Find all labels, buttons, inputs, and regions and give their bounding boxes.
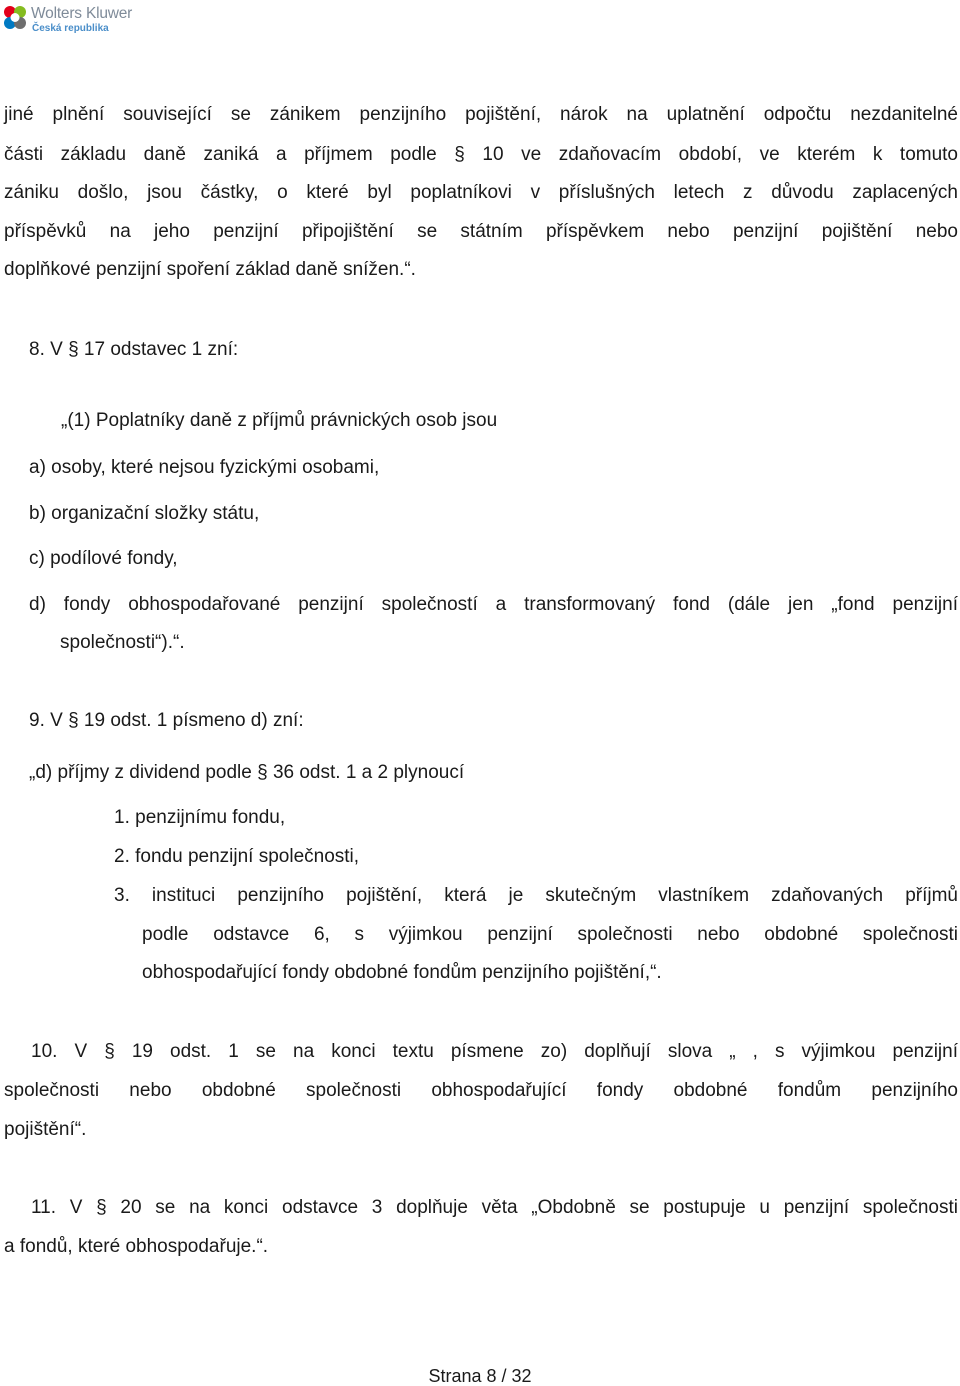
brand-name: Wolters Kluwer [31,5,133,22]
item8-point-b: b) organizační složky státu, [29,503,260,524]
paragraph1-line-3: zániku došlo, jsou částky, o které byl poplatníkovi v příslušných letech z důvodu zaplacených [4,182,958,203]
item9-intro: „d) příjmy z dividend podle § 36 odst. 1 a 2 plynoucí [29,762,465,783]
publisher-logo [2,2,152,36]
item8-point-d-line-2: společnosti“).“. [60,632,185,653]
item10-line-1: 10. V § 19 odst. 1 se na konci textu písmene zo) doplňují slova „ , s výjimkou penzijní [31,1041,958,1062]
item9-heading: 9. V § 19 odst. 1 písmeno d) zní: [29,710,304,731]
item9-list-2: 2. fondu penzijní společnosti, [114,846,360,867]
item10-line-3: pojištění“. [4,1119,87,1140]
page-number: Strana 8 / 32 [428,1366,532,1386]
paragraph1-line-4: příspěvků na jeho penzijní připojištění se státním příspěvkem nebo penzijní pojištění nebo [4,221,958,242]
item8-point-c: c) podílové fondy, [29,548,178,569]
item9-list-3-line-3: obhospodařující fondy obdobné fondům penzijního pojištění,“. [142,962,662,983]
paragraph1-line-2: části základu daně zaniká a příjmem podle § 10 ve zdaňovacím období, ve kterém k tomuto [4,144,958,165]
brand-subtitle: Česká republika [32,23,109,34]
item9-list-1: 1. penzijnímu fondu, [114,807,286,828]
item10-line-2: společnosti nebo obdobné společnosti obhospodařující fondy obdobné fondům penzijního [4,1080,958,1101]
item8-point-a: a) osoby, které nejsou fyzickými osobami, [29,457,380,478]
wolters-kluwer-logo-icon [2,4,28,32]
item9-list-3-line-1: 3. instituci penzijního pojištění, která je skutečným vlastníkem zdaňovaných příjmů [114,885,958,906]
item8-intro: „(1) Poplatníky daně z příjmů právnických osob jsou [61,410,498,431]
paragraph1-line-5: doplňkové penzijní spoření základ daně snížen.“. [4,259,416,280]
item9-list-3-line-2: podle odstavce 6, s výjimkou penzijní společnosti nebo obdobné společnosti [142,924,958,945]
item8-point-d-line-1: d) fondy obhospodařované penzijní společností a transformovaný fond (dále jen „fond penzijní [29,594,958,615]
item11-line-2: a fondů, které obhospodařuje.“. [4,1236,269,1257]
item11-line-1: 11. V § 20 se na konci odstavce 3 doplňuje věta „Obdobně se postupuje u penzijní společnosti [31,1197,958,1218]
paragraph1-line-1: jiné plnění související se zánikem penzijního pojištění, nárok na uplatnění odpočtu nezdanitelné [4,104,958,125]
item8-heading: 8. V § 17 odstavec 1 zní: [29,339,239,360]
